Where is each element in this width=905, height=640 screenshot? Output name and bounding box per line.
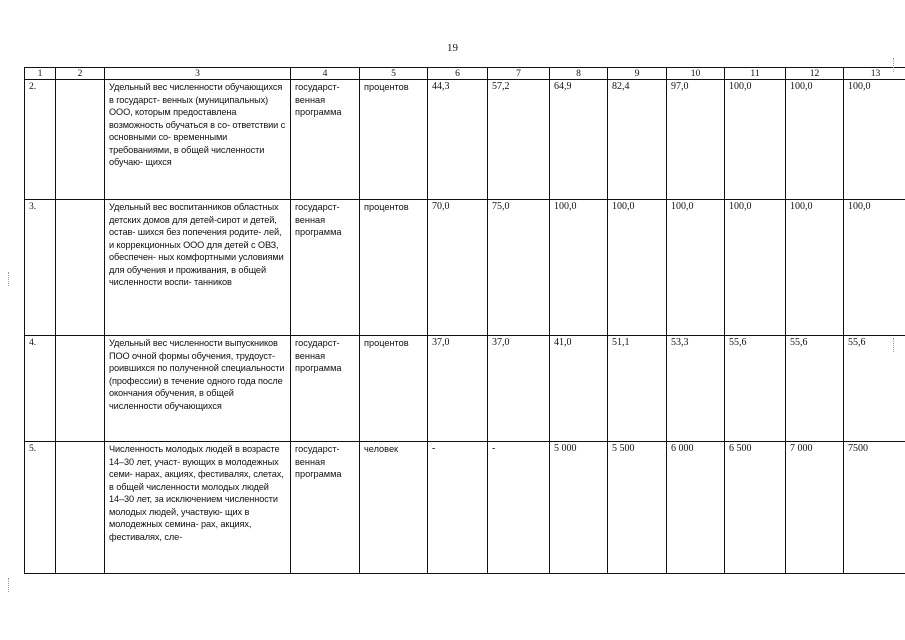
value-cell: 100,0: [725, 80, 786, 200]
indicator-unit: процентов: [360, 200, 428, 336]
value-cell: 51,1: [608, 336, 667, 442]
value-cell: 100,0: [844, 200, 905, 336]
value-cell: 75,0: [488, 200, 550, 336]
value-cell: 5 000: [550, 442, 608, 574]
indicator-source: государст- венная программа: [291, 336, 360, 442]
value-cell: 55,6: [786, 336, 844, 442]
value-cell: 100,0: [725, 200, 786, 336]
column-header: 3: [105, 68, 291, 80]
row-number: 2.: [25, 80, 56, 200]
value-cell: 100,0: [550, 200, 608, 336]
value-cell: 7500: [844, 442, 905, 574]
value-cell: 100,0: [667, 200, 725, 336]
row-number: 4.: [25, 336, 56, 442]
page-number: 19: [447, 42, 458, 54]
value-cell: 6 500: [725, 442, 786, 574]
scan-edge-mark: [8, 272, 10, 286]
indicator-description: Удельный вес воспитанников областных детских домов для детей-сирот и детей, остав- шихся без попечения родите- лей, и коррекционных ООО для детей с ОВЗ, обеспечен- ных комфортными условиями для обучения и проживания, в общей численности воспи- танников: [105, 200, 291, 336]
column-header: 10: [667, 68, 725, 80]
value-cell: -: [488, 442, 550, 574]
column-header: 5: [360, 68, 428, 80]
value-cell: 100,0: [844, 80, 905, 200]
table-row: [25, 442, 905, 574]
value-cell: 82,4: [608, 80, 667, 200]
value-cell: 6 000: [667, 442, 725, 574]
row-number: 5.: [25, 442, 56, 574]
table-row: [25, 200, 905, 336]
column-header: 8: [550, 68, 608, 80]
value-cell: 44,3: [428, 80, 488, 200]
value-cell: 70,0: [428, 200, 488, 336]
indicator-unit: человек: [360, 442, 428, 574]
column-header: 4: [291, 68, 360, 80]
column-number-row: [25, 68, 905, 80]
column-header: 7: [488, 68, 550, 80]
indicator-unit: процентов: [360, 80, 428, 200]
value-cell: 7 000: [786, 442, 844, 574]
value-cell: 100,0: [786, 200, 844, 336]
column-header: 6: [428, 68, 488, 80]
value-cell: -: [428, 442, 488, 574]
value-cell: 55,6: [844, 336, 905, 442]
value-cell: 37,0: [488, 336, 550, 442]
column-header: 2: [56, 68, 105, 80]
value-cell: 64,9: [550, 80, 608, 200]
column-header: 1: [25, 68, 56, 80]
value-cell: 55,6: [725, 336, 786, 442]
value-cell: 57,2: [488, 80, 550, 200]
indicator-table: [24, 67, 905, 574]
value-cell: 41,0: [550, 336, 608, 442]
row-col2: [56, 200, 105, 336]
indicator-description: Численность молодых людей в возрасте 14–30 лет, участ- вующих в молодежных семи- нарах, акциях, фестивалях, слетах, в общей численности молодых людей 14–30 лет, за исключением численности молодых людей, участвую- щих в молодежных семина- рах, акциях, фестивалях, сле-: [105, 442, 291, 574]
row-number: 3.: [25, 200, 56, 336]
value-cell: 37,0: [428, 336, 488, 442]
value-cell: 5 500: [608, 442, 667, 574]
row-col2: [56, 336, 105, 442]
value-cell: 53,3: [667, 336, 725, 442]
value-cell: 100,0: [608, 200, 667, 336]
indicator-description: Удельный вес численности обучающихся в государст- венных (муниципальных) ООО, которым предоставлена возможность обучаться в со- ответствии с основными со- временными требованиями, в общей численности обучаю- щихся: [105, 80, 291, 200]
row-col2: [56, 80, 105, 200]
column-header: 13: [844, 68, 905, 80]
indicator-description: Удельный вес численности выпускников ПОО очной формы обучения, трудоуст- роившихся по полученной специальности (профессии) в течение одного года после окончания обучения, в общей численности обучающихся: [105, 336, 291, 442]
column-header: 11: [725, 68, 786, 80]
row-col2: [56, 442, 105, 574]
indicator-source: государст- венная программа: [291, 80, 360, 200]
table-row: [25, 336, 905, 442]
value-cell: 97,0: [667, 80, 725, 200]
scan-edge-mark: [893, 58, 895, 72]
indicator-source: государст- венная программа: [291, 442, 360, 574]
scan-edge-mark: [8, 578, 10, 592]
column-header: 12: [786, 68, 844, 80]
value-cell: 100,0: [786, 80, 844, 200]
scan-edge-mark: [893, 338, 895, 352]
indicator-unit: процентов: [360, 336, 428, 442]
column-header: 9: [608, 68, 667, 80]
table-row: [25, 80, 905, 200]
indicator-source: государст- венная программа: [291, 200, 360, 336]
